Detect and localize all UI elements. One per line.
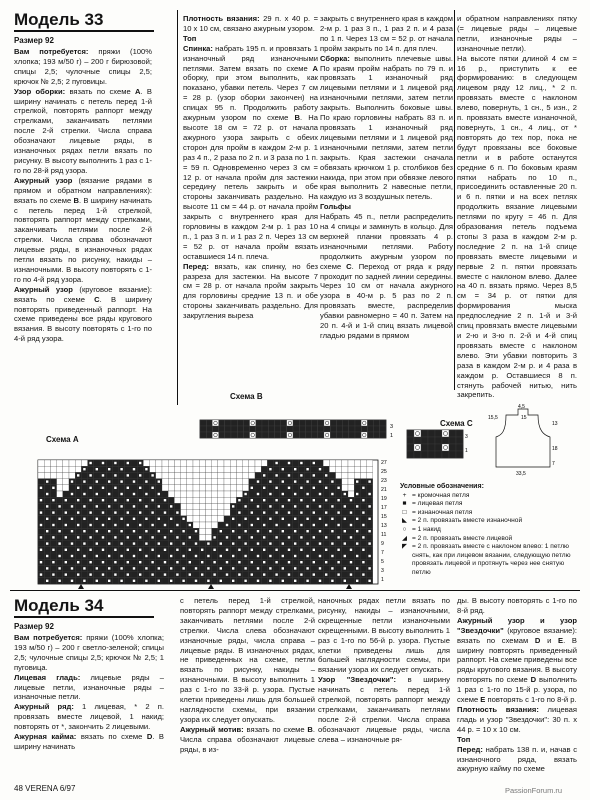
scheme-b-row-label: 3: [390, 424, 394, 430]
legend-item: [400, 535, 580, 544]
text-paragraph: Ажурная кайма: вязать по схеме D. В ширину начинать: [14, 732, 164, 751]
watermark: PassionForum.ru: [505, 786, 563, 795]
repeat-arrow-icon: [78, 584, 84, 589]
text-paragraph: Ажурный узор (вязание рядами в прямом и обратном направлениях): вязать по схеме В. В ширину начинать с петель перед 1-й стрелкой, повторять раппорт между стрелками, заканчивать петлями после 2-й стрелки. Числа справа обозначают лицевые ряды, в изнаночных рядах петли вязать по рисунку, накиды – изнаночными. В высоту повторять с 1-го по 4-й ряд узора.: [14, 175, 153, 284]
scheme-a-row-number: 23: [381, 478, 387, 484]
model-34-title: Модель 34: [14, 596, 104, 615]
legend-item: [400, 492, 580, 501]
legend-symbol: ■: [402, 500, 407, 508]
scheme-a-row-number: 21: [381, 487, 387, 493]
dim-top: 4,5: [518, 404, 525, 410]
legend-symbol: ◢: [401, 534, 408, 542]
legend-symbol: ◤: [401, 543, 408, 551]
text-paragraph: Лицевая гладь: лицевые ряды – лицевые петли, изнаночные ряды – изнаночные петли.: [14, 672, 164, 702]
page-footer: [14, 784, 75, 793]
text-paragraph: Спинка: набрать 195 п. и провязать 1 изнаночный ряд изнаночными петлями. Затем вязать по схеме А оборку, при этом выполнить, как показано, убавки петель. Через 7 см = 28 р. (узор оборки закончен) на спицах 95 п. Продолжить работу ажурным узором по схеме В. На высоте 18 см = 72 р. от начала ажурного узора закрыть с обеих сторон для пройм в каждом 2-м р. 1 раз 4 п., 2 раза по 2 п. и 3 раза по 1 п. = 59 п. Одновременно через 3 см = 12 р. от начала пройм для застежки середину петель закрыть и обе стороны заканчивать раздельно. На высоте 11 см = 44 р. от начала пройм закрыть с внутреннего края для горловины в каждом 2-м р. 1 раз 10 п., 1 раз 3 п. и 1 раз 2 п. Через 13 см = 52 р. от начала пройм вязать оставшиеся 14 п. плеча.: [183, 43, 318, 261]
model-34-column-4: [457, 596, 577, 781]
page-number: 48: [14, 784, 23, 793]
issue-number: 6/97: [59, 784, 76, 793]
text-paragraph: Узор оборки: вязать по схеме А. В ширину начинать с петель перед 1-й стрелкой, повторять раппорт между стрелками, заканчивать петлями после 2-й стрелки. Числа справа обозначают лицевые ряды, в изнаночных рядах петли вязать по рисунку. В высоту выполнить 1 раз с 1-го по 28-й ряд узора.: [14, 86, 153, 175]
repeat-arrow-icon: [208, 584, 214, 589]
legend-item: [400, 500, 580, 509]
text-paragraph: Набрать 45 п., петли распределить на 4 спицы и замкнуть в кольцо. Для верхней планки провязать 4 р. изнаночными петлями. Работу продолжить ажурным узором по схеме С. Переход от ряда к ряду проходит по задней линии середины. Через 10 см от начала ажурного узора в 40-м р. 5 раз по 2 п. провязать вместе, распределив убавки равномерно = 40 п. Затем на 20 п. 4-й и 1-й спиц вязать лицевой гладью рядами в прямом: [320, 212, 453, 340]
scheme-c-chart: [407, 430, 472, 464]
legend-item: [400, 526, 580, 535]
scheme-a-row-number: 3: [381, 568, 384, 574]
scheme-a-row-number: 17: [381, 505, 387, 511]
text-paragraph: Плотность вязания: лицевая гладь и узор "Звездочки": 30 п. х 44 р. = 10 х 10 см.: [457, 704, 577, 734]
dim-h1: 13: [552, 421, 558, 427]
legend-text: = изнаночная петля: [412, 508, 473, 516]
scheme-c-label: Схема С: [440, 419, 473, 428]
text-paragraph: с петель перед 1-й стрелкой, повторять раппорт между стрелками, заканчивать петлями после 2-й стрелки. Числа слева обозначают изнаночные ряды, числа справа – лицевые ряды. В изнаночных рядах, не приведенных на схеме, петли вязать по рисунку, накиды – изнаночными. В высоту выполнить 1 раз с 1-го по 33-й р. узора. Пустые клетки приведены лишь для большей наглядности схемы, при вязании узора их следует опускать.: [180, 596, 315, 724]
legend-item: [400, 543, 580, 577]
section-divider: [10, 590, 580, 591]
text-paragraph: Перед: набрать 138 п. и, начав с изнаночного ряда, вязать ажурную кайму по схеме: [457, 744, 577, 774]
scheme-b-row-label: 1: [390, 433, 394, 439]
dim-h3: 7: [552, 461, 555, 467]
legend-text: = 2 п. провязать вместе изнаночной: [412, 517, 523, 525]
dim-left: 15,5: [488, 415, 498, 421]
scheme-b-chart: [200, 420, 400, 440]
legend-symbol: ◣: [401, 517, 408, 525]
text-paragraph: Ажурный мотив: вязать по схеме В. Числа справа обозначают лицевые ряды, в из-: [180, 724, 316, 754]
text-paragraph: Гольфы: [320, 202, 351, 212]
text-paragraph: Перед: вязать, как спинку, но без разреза для застежки. На высоте 7 см = 28 р. от начала пройм закрыть для горловины средние 13 п. и обе стороны заканчивать раздельно. Для закругления выреза: [183, 261, 318, 321]
text-paragraph: закрыть с внутреннего края в каждом 2-м р. 1 раз 3 п., 1 раз 2 п. и 4 раза по 1 п. Через 13 см = 52 р. от начала пройм закрыть по 14 п. для плеч.: [320, 14, 453, 53]
scheme-c-row-label: 3: [465, 434, 468, 440]
text-paragraph: Топ: [457, 734, 471, 744]
scheme-a-row-number: 13: [381, 523, 387, 529]
model-34-rule: [14, 616, 154, 618]
scheme-c-row-label: 1: [465, 448, 468, 454]
legend-symbol: □: [402, 508, 407, 516]
text-paragraph: ды. В высоту повторять с 1-го по 8-й ряд.: [457, 596, 577, 615]
scheme-a-row-number: 1: [381, 577, 384, 583]
text-paragraph: Ажурный ряд: 1 лицевая, * 2 п. провязать вместе лицевой, 1 накид; повторять от *, закончить 2 лицевыми.: [14, 702, 164, 732]
text-paragraph: Узор "Звездочки": в ширину начинать с петель перед 1-й стрелкой, повторять раппорт между стрелками, заканчивать петлями после 2-й стрелки. Числа справа обозначают лицевые ряды, числа слева – изнаночные ря-: [318, 675, 450, 744]
model-34-column-1: [14, 633, 164, 781]
scheme-a-row-number: 25: [381, 469, 387, 475]
legend-text: = 2 п. провязать вместе с наклоном влево: 1 петлю снять, как при лицевом вязании, следующую петлю провязать лицевой и протянуть через нее снятую петлю: [412, 543, 571, 576]
magazine-name: VERENA: [25, 784, 58, 793]
legend-text: = лицевая петля: [412, 500, 463, 508]
text-paragraph: Вам потребуется: пряжи (100% хлопка; 193 м/50 г) – 200 г светло-зеленой; спицы 2,5; чулочные спицы 2,5; крючок № 2,5; 1 пуговица.: [14, 633, 165, 672]
model-34-column-3: [318, 596, 450, 781]
text-paragraph: Плотность вязания: 29 п. х 40 р. = 10 х 10 см, связано ажурным узором.: [183, 14, 319, 33]
legend-text: = кромочная петля: [412, 491, 470, 499]
model-34-size: Размер 92: [14, 622, 54, 631]
legend-symbol: +: [402, 491, 407, 499]
text-paragraph: Ажурный узор (круговое вязание): вязать по схеме С. В ширину повторять приведенный раппорт. На схеме приведены все ряды кругового вязания. В высоту повторять с 1-го по 4-й ряд узора.: [14, 284, 153, 344]
legend-item: [400, 517, 580, 526]
scheme-a-row-number: 15: [381, 514, 387, 520]
model-33-title: Модель 33: [14, 10, 104, 29]
dim-mid: 15: [521, 415, 527, 421]
legend-text: = 1 накид: [412, 525, 441, 533]
text-paragraph: наночных рядах петли вязать по рисунку, накиды – изнаночными, скрещенные петли изнаночными скрещенными. В высоту выполнить 1 раз с 1-го по 56-й р. узора. Пустые клетки приведены лишь для большей наглядности схемы, при вязании узора их следует опускать.: [318, 596, 450, 675]
text-paragraph: Ажурный узор и узор "Звездочки" (круговое вязание): вязать по схемам D и E. В ширину повторять приведенный раппорт. На схеме приведены все ряды кругового вязания. В высоту повторять по схеме D выполнить 1 раз с 1-го по 15-й р. узора, по схеме E повторять с 1-го по 8-й р.: [457, 615, 578, 705]
legend-text: = 2 п. провязать вместе лицевой: [412, 534, 513, 542]
scheme-b-label: Схема В: [230, 392, 263, 401]
text-paragraph: Вам потребуется: пряжи (100% хлопка; 193 м/50 г) – 200 г бирюзовой; спицы 2,5; чулочные спицы 2,5; крючок № 2,5; 2 пуговицы.: [14, 47, 153, 86]
scheme-a-row-number: 27: [381, 460, 387, 466]
scheme-a-row-number: 7: [381, 550, 384, 556]
text-paragraph: Сборка: выполнить плечевые швы. По краям пройм набрать по 79 п. и провязать 1 изнаночный ряд лицевыми петлями и 1 лицевой ряд изнаночными петлями, затем петли закрыть. Выполнить боковые швы. По краю горловины набрать 83 п. и провязать 1 изнаночный ряд лицевыми петлями и 1 лицевой ряд изнаночными петлями, затем петли закрыть. Края застежки сначала обвязать крючком 1 р. столбиков без накида, при этом при обвязке левого края выполнить 2 навесные петли, каждую из 3 воздушных петель.: [320, 53, 453, 202]
model-33-rule: [14, 30, 154, 32]
model-33-column-2: [183, 14, 318, 404]
legend-title: Условные обозначения:: [400, 483, 484, 490]
model-34-column-2: [180, 596, 315, 781]
scheme-a-row-number: 19: [381, 496, 387, 502]
text-paragraph: На высоте пятки длиной 4 см = 16 р., приступить к ее формированию: в следующем лицевом ряду 12 лиц., * 2 п. провязать вместе с наклоном влево, повернуть, 1 сн., 5 изн., 2 п. провязать вместе изнаночной, повернуть, 1 сн., 4 лиц., от * повторять до тех пор, пока не будут провязаны все боковые петли и в работе останутся средние 6 п. По боковым краям пятки набрать по 10 п., присоединить оставленные 20 п. и 6 п. пятки и на всех петлях продолжить вязание лицевыми петлями по кругу = 46 п. Для образования петель подъема стопы 3 раза в каждом 2-м р. последние 2 п. на 1-й спице провязать вместе лицевыми и первые 2 п. пятки провязать вместе с наклоном влево. Далее на 40 п. вязать прямо. Через 8,5 см = 34 р. от пятки для формирования мыска предпоследние 2 п. 1-й и 3-й спиц провязать вместе лицевыми и 2-ю и 3-ю п. 2-й и 4-й спиц провязать вместе с наклоном влево. Эти убавки повторить 3 раза в каждом 2-м р. и 4 раза в каждом р. Оставшиеся 8 п. стянуть рабочей нитью, нить закрепить.: [457, 53, 577, 400]
scheme-a-row-number: 11: [381, 532, 387, 538]
top-pattern-diagram: [488, 405, 583, 477]
scheme-a-chart: [38, 448, 403, 594]
repeat-arrow-icon: [346, 584, 352, 589]
column-divider: [454, 10, 455, 390]
model-33-size: Размер 92: [14, 36, 54, 45]
text-paragraph: Топ: [183, 33, 197, 43]
legend-symbol: ○: [402, 525, 407, 533]
column-divider: [177, 10, 178, 405]
model-33-column-3: [320, 14, 453, 404]
scheme-a-row-number: 9: [381, 541, 384, 547]
text-paragraph: и обратном направлениях пятку (= лицевые ряды – лицевые петли, изнаночные ряды – изнаночные петли).: [457, 14, 577, 53]
dim-h2: 18: [552, 446, 558, 452]
scheme-a-label: Схема А: [46, 435, 79, 444]
model-33-column-4: [457, 14, 577, 400]
chart-legend: [400, 483, 580, 578]
model-33-column-1: [14, 47, 152, 403]
scheme-a-row-number: 5: [381, 559, 384, 565]
dim-bottom: 33,5: [516, 471, 526, 477]
